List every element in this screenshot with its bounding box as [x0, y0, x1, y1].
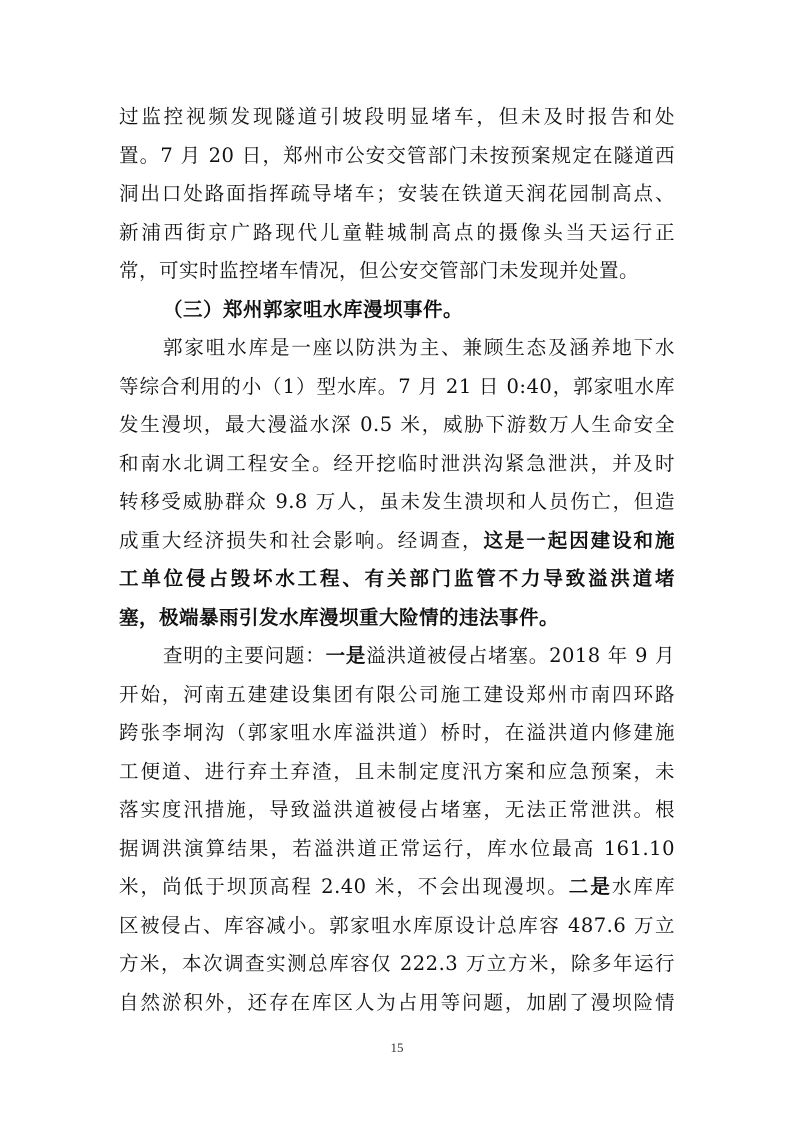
section-heading: （三）郑州郭家咀水库漫坝事件。	[163, 297, 464, 321]
body-line-mixed	[119, 868, 675, 907]
body-line: 转移受威胁群众 9.8 万人，虽未发生溃坝和人员伤亡，但造	[119, 490, 675, 513]
body-line: 常，可实时监控堵车情况，但公安交管部门未发现并处置。	[119, 259, 640, 282]
emphasis-text: 一是	[325, 644, 367, 667]
body-line: 自然淤积外，还存在库区人为占用等问题，加剧了漫坝险情	[119, 990, 675, 1014]
document-body	[119, 98, 675, 1022]
body-line: 落实度汛措施，导致溢洪道被侵占堵塞，无法正常泄洪。根	[119, 798, 675, 821]
body-line: 洞出口处路面指挥疏导堵车；安装在铁道天润花园制高点、	[119, 182, 675, 205]
body-line: 方米，本次调查实测总库容仅 222.3 万立方米，除多年运行	[119, 952, 675, 975]
plain-text: 水库库	[611, 875, 675, 898]
body-line: 开始，河南五建建设集团有限公司施工建设郑州市南四环路	[119, 682, 675, 706]
body-line: 发生漫坝，最大漫溢水深 0.5 米，威胁下游数万人生命安全	[119, 413, 675, 436]
emphasis-line: 塞，极端暴雨引发水库漫坝重大险情的违法事件。	[119, 605, 560, 629]
body-line: 新浦西街京广路现代儿童鞋城制高点的摄像头当天运行正	[119, 220, 675, 244]
body-line: 郭家咀水库是一座以防洪为主、兼顾生态及涵养地下水	[163, 336, 675, 359]
emphasis-text: 这是一起因建设和施	[483, 528, 675, 552]
page-number: 15	[390, 1040, 404, 1055]
body-line-mixed	[119, 637, 675, 676]
body-line-mixed	[119, 522, 675, 561]
emphasis-line: 工单位侵占毁坏水工程、有关部门监管不力导致溢洪道堵	[119, 567, 675, 590]
body-line: 和南水北调工程安全。经开挖临时泄洪沟紧急泄洪，并及时	[119, 451, 675, 475]
body-line: 据调洪演算结果，若溢洪道正常运行，库水位最高 161.10	[119, 836, 675, 860]
body-line: 置。7 月 20 日，郑州市公安交管部门未按预案规定在隧道西	[119, 143, 675, 167]
body-line: 等综合利用的小（1）型水库。7 月 21 日 0:40，郭家咀水库	[119, 374, 675, 398]
emphasis-text: 二是	[568, 875, 612, 898]
plain-text: 成重大经济损失和社会影响。经调查，	[119, 528, 484, 552]
plain-text: 查明的主要问题：	[163, 644, 326, 667]
body-line: 跨张李垌沟（郭家咀水库溢洪道）桥时，在溢洪道内修建施	[119, 721, 675, 744]
plain-text: 溢洪道被侵占堵塞。2018 年 9 月	[366, 644, 675, 667]
body-line: 过监控视频发现隧道引坡段明显堵车，但未及时报告和处	[119, 105, 675, 128]
plain-text: 米，尚低于坝顶高程 2.40 米，不会出现漫坝。	[119, 875, 569, 898]
body-line: 区被侵占、库容减小。郭家咀水库原设计总库容 487.6 万立	[119, 913, 675, 937]
body-line: 工便道、进行弃土弃渣，且未制定度汛方案和应急预案，未	[119, 759, 675, 783]
